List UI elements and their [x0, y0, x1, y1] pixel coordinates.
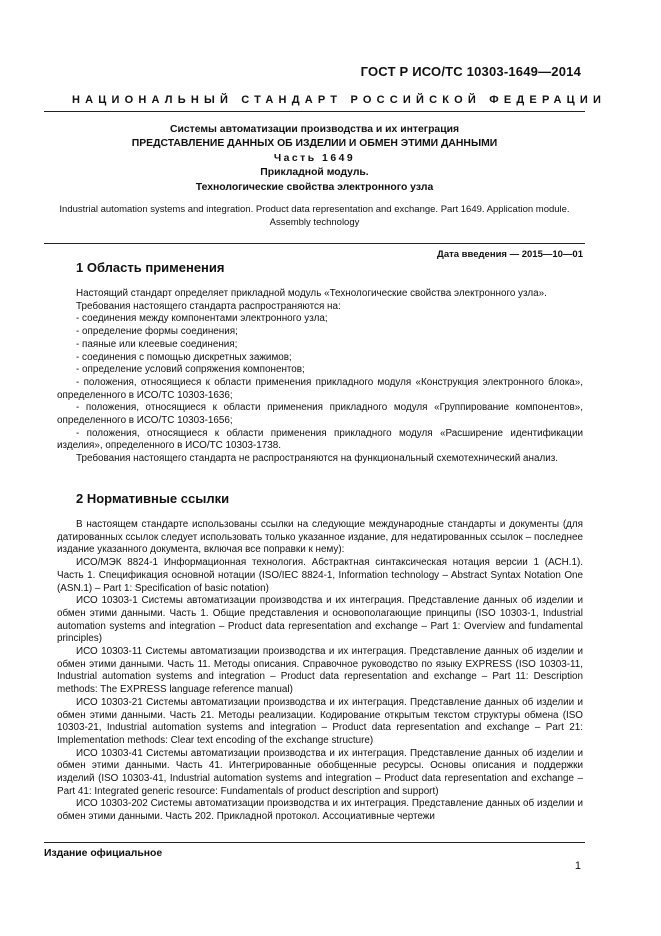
list-item: - положения, относящиеся к области применения прикладного модуля «Группирование компонентов», определенного в ИСО/ТС 10303-1656;: [57, 402, 583, 427]
section-2-heading: 2 Нормативные ссылки: [76, 491, 230, 506]
official-edition-label: Издание официальное: [44, 848, 163, 859]
list-item: - положения, относящиеся к области применения прикладного модуля «Конструкция электронного блока», определенного в ИСО/ТС 10303-1636;: [57, 376, 583, 401]
english-title: Industrial automation systems and integration. Product data representation and exchange. Part 1649. Application module. Assembly technology: [59, 204, 570, 228]
list-item: - определение формы соединения;: [76, 326, 238, 338]
document-code: ГОСТ Р ИСО/ТС 10303-1649—2014: [360, 64, 581, 79]
section-1-intro: Настоящий стандарт определяет прикладной модуль «Технологические свойства электронного узла».: [76, 288, 547, 299]
title-block: [44, 123, 585, 195]
reference-item: ИСО 10303-1 Системы автоматизации производства и их интеграция. Представление данных об изделии и обмен этими данными. Часть 1. Общие представления и основополагающие принципы (ISO 10303-1, Industrial automation systems and integration – Product data representation and exchange – Part 1: Overview and fundamental principles): [57, 595, 583, 645]
title-part: Часть 1649: [273, 152, 356, 164]
reference-item: ИСО/МЭК 8824-1 Информационная технология. Абстрактная синтаксическая нотация версии 1 (АСН.1). Часть 1. Спецификация основной нотации (ISO/IEC 8824-1, Information technology – Abstract Syntax Notation One (ASN.1) – Part 1: Specification of basic notation): [57, 557, 583, 594]
section-1-exclusion: Требования настоящего стандарта не распространяются на функциональный схемотехнический анализ.: [76, 453, 559, 465]
reference-item: ИСО 10303-41 Системы автоматизации производства и их интеграция. Представление данных об изделии и обмен этими данными. Часть 41. Интегрированные обобщенные ресурсы. Основы описания и поддержки изделий (ISO 10303-41, Industrial automation systems and integration – Product data representation and exchange – Part 41: Integrated generic resource: Fundamentals of product description and support): [57, 747, 583, 797]
list-item: - определение условий сопряжения компонентов;: [76, 364, 305, 376]
section-2-intro: В настоящем стандарте использованы ссылки на следующие международные стандарты и документы (для датированных ссылок следует использовать только указанное издание, для недатированных ссылок – последнее издание указанного документа, включая все поправки к нему):: [57, 519, 583, 556]
reference-item: ИСО 10303-202 Системы автоматизации производства и их интеграция. Представление данных об изделии и обмен этими данными. Часть 202. Прикладной протокол. Ассоциативные чертежи: [57, 798, 583, 823]
date-of-introduction: Дата введения — 2015—10—01: [437, 249, 583, 260]
header-divider: [44, 111, 585, 112]
title-divider: [44, 243, 585, 244]
list-item: - соединения с помощью дискретных зажимов;: [76, 351, 292, 363]
page-number: 1: [574, 860, 581, 872]
list-item: - соединения между компонентами электронного узла;: [76, 313, 328, 325]
list-item: - положения, относящиеся к области применения прикладного модуля «Расширение идентификации изделия», определенного в ИСО/ТС 10303-1738.: [57, 427, 583, 452]
section-1-body: [57, 288, 583, 466]
national-standard-banner: НАЦИОНАЛЬНЫЙ СТАНДАРТ РОССИЙСКОЙ ФЕДЕРАЦИИ: [72, 94, 607, 106]
title-line-2: ПРЕДСТАВЛЕНИЕ ДАННЫХ ОБ ИЗДЕЛИИ И ОБМЕН ЭТИМИ ДАННЫМИ: [131, 138, 498, 150]
section-1-requirements-intro: Требования настоящего стандарта распространяются на:: [76, 300, 341, 312]
section-1-heading: 1 Область применения: [76, 260, 225, 275]
title-line-4: Прикладной модуль.: [260, 167, 369, 179]
reference-item: ИСО 10303-21 Системы автоматизации производства и их интеграция. Представление данных об изделии и обмен этими данными. Часть 21. Методы реализации. Кодирование открытым текстом структуры обмена (ISO 10303-21, Industrial automation systems and integration – Product data representation and exchange – Part 21: Implementation methods: Clear text encoding of the exchange structure): [57, 696, 583, 746]
reference-item: ИСО 10303-11 Системы автоматизации производства и их интеграция. Представление данных об изделии и обмен этими данными. Часть 11. Методы описания. Справочное руководство по языку EXPRESS (ISO 10303-11, Industrial automation systems and integration – Product data representation and exchange – Part 11: Description methods: The EXPRESS language reference manual): [57, 646, 583, 696]
title-line-5: Технологические свойства электронного узла: [195, 181, 434, 193]
list-item: - паяные или клеевые соединения;: [76, 338, 238, 350]
footer-divider: [44, 842, 585, 843]
section-2-body: [57, 519, 583, 824]
title-line-1: Системы автоматизации производства и их интеграция: [169, 124, 460, 135]
